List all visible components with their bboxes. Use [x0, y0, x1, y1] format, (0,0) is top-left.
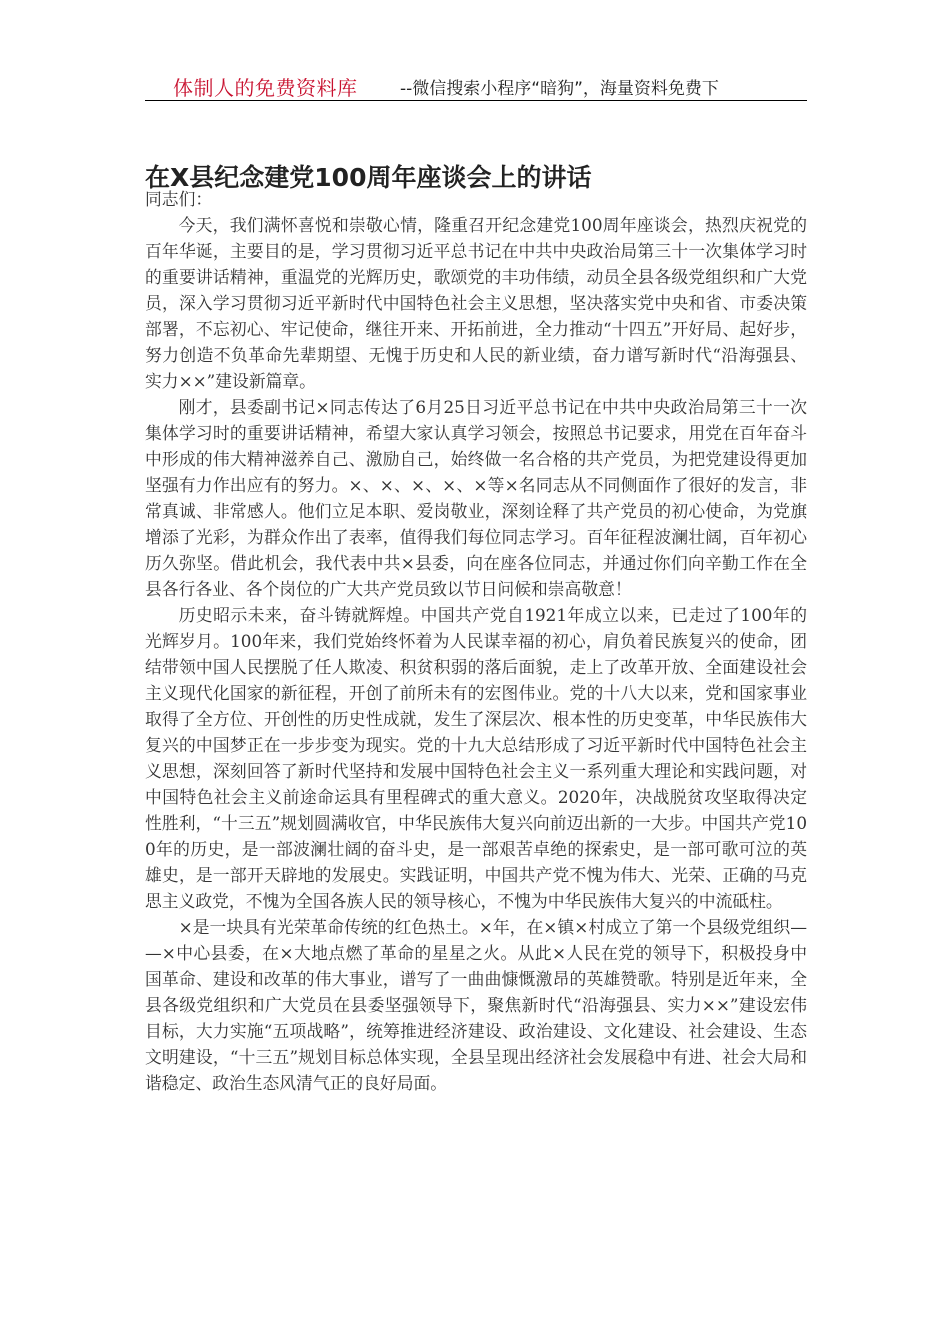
paragraph: 历史昭示未来，奋斗铸就辉煌。中国共产党自1921年成立以来，已走过了100年的光辉岁月。100年来，我们党始终怀着为人民谋幸福的初心，肩负着民族复兴的使命，团结带领中国人民摆脱了任人欺凌、积贫积弱的落后面貌，走上了改革开放、全面建设社会主义现代化国家的新征程，开创了前所未有的宏图伟业。党的十八大以来，党和国家事业取得了全方位、开创性的历史性成就，发生了深层次、根本性的历史变革，中华民族伟大复兴的中国梦正在一步步变为现实。党的十九大总结形成了习近平新时代中国特色社会主义思想，深刻回答了新时代坚持和发展中国特色社会主义一系列重大理论和实践问题，对中国特色社会主义前途命运具有里程碑式的重大意义。2020年，决战脱贫攻坚取得决定性胜利，“十三五”规划圆满收官，中华民族伟大复兴向前迈出新的一大步。中国共产党100年的历史，是一部波澜壮阔的奋斗史，是一部艰苦卓绝的探索史，是一部可歌可泣的英雄史，是一部开天辟地的发展史。实践证明，中国共产党不愧为伟大、光荣、正确的马克思主义政党，不愧为全国各族人民的领导核心，不愧为中华民族伟大复兴的中流砥柱。	[145, 605, 807, 911]
salutation: 同志们：	[145, 189, 213, 209]
document-body	[145, 186, 807, 1096]
page-header	[145, 70, 807, 101]
paragraph: 刚才，县委副书记×同志传达了6月25日习近平总书记在中共中央政治局第三十一次集体学习时的重要讲话精神，希望大家认真学习领会，按照总书记要求，用党在百年奋斗中形成的伟大精神滋养自己、激励自己，始终做一名合格的共产党员，为把党建设得更加坚强有力作出应有的努力。×、×、×、×、×等×名同志从不同侧面作了很好的发言，非常真诚、非常感人。他们立足本职、爱岗敬业，深刻诠释了共产党员的初心使命，为党旗增添了光彩，为群众作出了表率，值得我们每位同志学习。百年征程波澜壮阔，百年初心历久弥坚。借此机会，我代表中共×县委，向在座各位同志，并通过你们向辛勤工作在全县各行各业、各个岗位的广大共产党员致以节日问候和崇高敬意！	[145, 397, 807, 599]
document-title: 在X县纪念建党100周年座谈会上的讲话	[145, 163, 592, 192]
paragraph: 今天，我们满怀喜悦和崇敬心情，隆重召开纪念建党100周年座谈会，热烈庆祝党的百年华诞，主要目的是，学习贯彻习近平总书记在中共中央政治局第三十一次集体学习时的重要讲话精神，重温党的光辉历史，歌颂党的丰功伟绩，动员全县各级党组织和广大党员，深入学习贯彻习近平新时代中国特色社会主义思想，坚决落实党中央和省、市委决策部署，不忘初心、牢记使命，继往开来、开拓前进，全力推动“十四五”开好局、起好步，努力创造不负革命先辈期望、无愧于历史和人民的新业绩，奋力谱写新时代“沿海强县、实力××”建设新篇章。	[145, 215, 807, 391]
paragraph: ×是一块具有光荣革命传统的红色热土。×年，在×镇×村成立了第一个县级党组织——×中心县委，在×大地点燃了革命的星星之火。从此×人民在党的领导下，积极投身中国革命、建设和改革的伟大事业，谱写了一曲曲慷慨激昂的英雄赞歌。特别是近年来，全县各级党组织和广大党员在县委坚强领导下，聚焦新时代“沿海强县、实力××”建设宏伟目标，大力实施“五项战略”，统筹推进经济建设、政治建设、文化建设、社会建设、生态文明建设，“十三五”规划目标总体实现，全县呈现出经济社会发展稳中有进、社会大局和谐稳定、政治生态风清气正的良好局面。	[145, 917, 807, 1093]
header-brand-text: 体制人的免费资料库	[173, 76, 358, 100]
header-note-text: --微信搜索小程序“暗狗”，海量资料免费下	[400, 79, 719, 99]
